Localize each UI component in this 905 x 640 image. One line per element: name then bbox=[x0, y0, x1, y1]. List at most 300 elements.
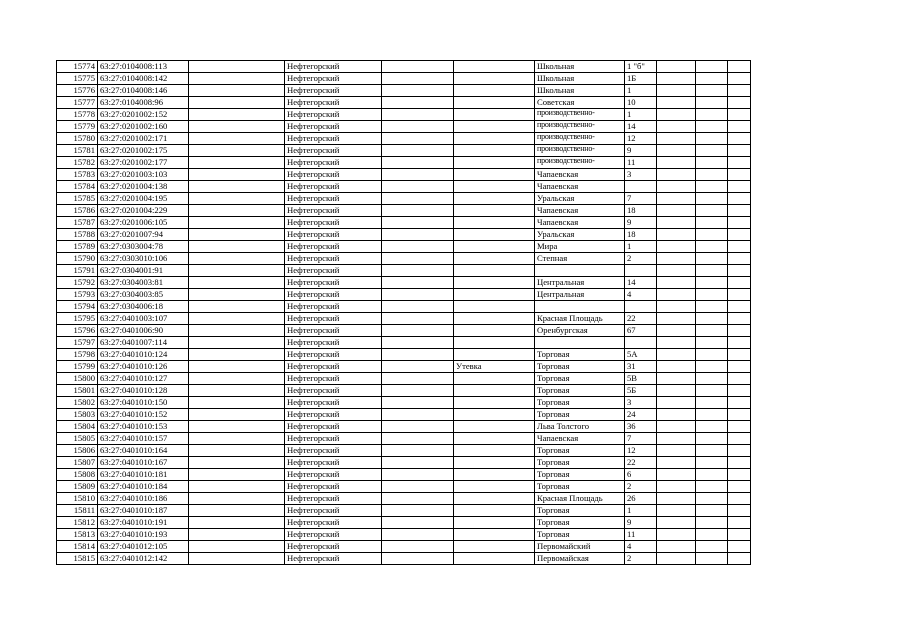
table-row bbox=[57, 541, 751, 553]
settlement-cell bbox=[454, 421, 535, 433]
empty-cell bbox=[657, 289, 696, 301]
empty-cell bbox=[728, 493, 751, 505]
cadastral-number-cell: 63:27:0401010:191 bbox=[98, 517, 189, 529]
row-number-cell: 15811 bbox=[57, 505, 98, 517]
table-row bbox=[57, 361, 751, 373]
empty-cell bbox=[728, 265, 751, 277]
street-cell: Торговая bbox=[535, 373, 625, 385]
house-number-cell: 5В bbox=[625, 373, 657, 385]
house-number-cell: 5А bbox=[625, 349, 657, 361]
empty-cell bbox=[728, 61, 751, 73]
empty-cell bbox=[657, 229, 696, 241]
house-number-cell: 1Б bbox=[625, 73, 657, 85]
house-number-cell: 31 bbox=[625, 361, 657, 373]
table-row bbox=[57, 253, 751, 265]
empty-cell bbox=[728, 241, 751, 253]
empty-cell bbox=[696, 397, 728, 409]
empty-cell bbox=[189, 529, 285, 541]
house-number-cell: 14 bbox=[625, 277, 657, 289]
house-number-cell: 11 bbox=[625, 529, 657, 541]
empty-cell bbox=[728, 373, 751, 385]
cadastral-number-cell: 63:27:0201004:138 bbox=[98, 181, 189, 193]
table-row bbox=[57, 433, 751, 445]
settlement-cell bbox=[454, 457, 535, 469]
row-number-cell: 15802 bbox=[57, 397, 98, 409]
house-number-cell: 9 bbox=[625, 217, 657, 229]
house-number-cell: 10 bbox=[625, 97, 657, 109]
empty-cell bbox=[696, 541, 728, 553]
empty-cell bbox=[382, 157, 454, 169]
house-number-cell: 4 bbox=[625, 541, 657, 553]
row-number-cell: 15809 bbox=[57, 481, 98, 493]
house-number-cell: 7 bbox=[625, 433, 657, 445]
settlement-cell bbox=[454, 289, 535, 301]
row-number-cell: 15786 bbox=[57, 205, 98, 217]
district-cell: Нефтегорский bbox=[285, 229, 382, 241]
street-cell: Красная Площадь bbox=[535, 493, 625, 505]
empty-cell bbox=[657, 169, 696, 181]
table-row bbox=[57, 445, 751, 457]
district-cell: Нефтегорский bbox=[285, 253, 382, 265]
empty-cell bbox=[696, 133, 728, 145]
settlement-cell bbox=[454, 277, 535, 289]
empty-cell bbox=[657, 385, 696, 397]
empty-cell bbox=[728, 193, 751, 205]
settlement-cell bbox=[454, 121, 535, 133]
empty-cell bbox=[728, 421, 751, 433]
cadastral-number-cell: 63:27:0201003:103 bbox=[98, 169, 189, 181]
table-row bbox=[57, 481, 751, 493]
empty-cell bbox=[189, 145, 285, 157]
empty-cell bbox=[189, 181, 285, 193]
district-cell: Нефтегорский bbox=[285, 349, 382, 361]
empty-cell bbox=[728, 253, 751, 265]
row-number-cell: 15814 bbox=[57, 541, 98, 553]
street-cell: Центральная bbox=[535, 289, 625, 301]
empty-cell bbox=[382, 433, 454, 445]
row-number-cell: 15784 bbox=[57, 181, 98, 193]
empty-cell bbox=[696, 85, 728, 97]
row-number-cell: 15794 bbox=[57, 301, 98, 313]
empty-cell bbox=[657, 505, 696, 517]
empty-cell bbox=[657, 553, 696, 565]
settlement-cell bbox=[454, 181, 535, 193]
empty-cell bbox=[189, 289, 285, 301]
row-number-cell: 15785 bbox=[57, 193, 98, 205]
empty-cell bbox=[728, 145, 751, 157]
street-cell: производственно- bbox=[535, 133, 625, 145]
district-cell: Нефтегорский bbox=[285, 145, 382, 157]
empty-cell bbox=[728, 97, 751, 109]
empty-cell bbox=[189, 241, 285, 253]
empty-cell bbox=[657, 457, 696, 469]
house-number-cell: 3 bbox=[625, 397, 657, 409]
empty-cell bbox=[728, 289, 751, 301]
street-cell: Советская bbox=[535, 97, 625, 109]
cadastral-number-cell: 63:27:0401012:105 bbox=[98, 541, 189, 553]
empty-cell bbox=[728, 481, 751, 493]
district-cell: Нефтегорский bbox=[285, 157, 382, 169]
table-row bbox=[57, 349, 751, 361]
empty-cell bbox=[189, 133, 285, 145]
empty-cell bbox=[696, 181, 728, 193]
row-number-cell: 15804 bbox=[57, 421, 98, 433]
empty-cell bbox=[657, 397, 696, 409]
settlement-cell bbox=[454, 145, 535, 157]
empty-cell bbox=[382, 61, 454, 73]
empty-cell bbox=[728, 217, 751, 229]
street-cell: Мира bbox=[535, 241, 625, 253]
empty-cell bbox=[382, 133, 454, 145]
empty-cell bbox=[728, 529, 751, 541]
empty-cell bbox=[728, 181, 751, 193]
empty-cell bbox=[382, 421, 454, 433]
district-cell: Нефтегорский bbox=[285, 385, 382, 397]
cadastral-number-cell: 63:27:0201002:160 bbox=[98, 121, 189, 133]
settlement-cell bbox=[454, 313, 535, 325]
street-cell: производственно- bbox=[535, 109, 625, 121]
settlement-cell bbox=[454, 553, 535, 565]
settlement-cell bbox=[454, 505, 535, 517]
settlement-cell bbox=[454, 385, 535, 397]
empty-cell bbox=[728, 457, 751, 469]
house-number-cell: 14 bbox=[625, 121, 657, 133]
empty-cell bbox=[382, 481, 454, 493]
empty-cell bbox=[728, 361, 751, 373]
cadastral-number-cell: 63:27:0401010:152 bbox=[98, 409, 189, 421]
table-row bbox=[57, 553, 751, 565]
district-cell: Нефтегорский bbox=[285, 217, 382, 229]
empty-cell bbox=[382, 85, 454, 97]
settlement-cell: Утевка bbox=[454, 361, 535, 373]
registry-table-body bbox=[57, 61, 751, 565]
table-row bbox=[57, 145, 751, 157]
row-number-cell: 15779 bbox=[57, 121, 98, 133]
settlement-cell bbox=[454, 193, 535, 205]
district-cell: Нефтегорский bbox=[285, 193, 382, 205]
cadastral-number-cell: 63:27:0401010:164 bbox=[98, 445, 189, 457]
empty-cell bbox=[189, 385, 285, 397]
empty-cell bbox=[189, 265, 285, 277]
table-row bbox=[57, 277, 751, 289]
empty-cell bbox=[657, 205, 696, 217]
empty-cell bbox=[657, 145, 696, 157]
table-row bbox=[57, 337, 751, 349]
cadastral-number-cell: 63:27:0401003:107 bbox=[98, 313, 189, 325]
house-number-cell: 67 bbox=[625, 325, 657, 337]
table-row bbox=[57, 301, 751, 313]
settlement-cell bbox=[454, 349, 535, 361]
empty-cell bbox=[728, 313, 751, 325]
empty-cell bbox=[189, 361, 285, 373]
settlement-cell bbox=[454, 73, 535, 85]
district-cell: Нефтегорский bbox=[285, 73, 382, 85]
district-cell: Нефтегорский bbox=[285, 85, 382, 97]
street-cell: Центральная bbox=[535, 277, 625, 289]
street-cell: Школьная bbox=[535, 73, 625, 85]
empty-cell bbox=[657, 133, 696, 145]
row-number-cell: 15798 bbox=[57, 349, 98, 361]
empty-cell bbox=[382, 265, 454, 277]
house-number-cell: 7 bbox=[625, 193, 657, 205]
empty-cell bbox=[189, 553, 285, 565]
empty-cell bbox=[657, 469, 696, 481]
table-row bbox=[57, 505, 751, 517]
table-row bbox=[57, 217, 751, 229]
row-number-cell: 15795 bbox=[57, 313, 98, 325]
house-number-cell: 2 bbox=[625, 481, 657, 493]
empty-cell bbox=[696, 517, 728, 529]
empty-cell bbox=[189, 409, 285, 421]
row-number-cell: 15805 bbox=[57, 433, 98, 445]
district-cell: Нефтегорский bbox=[285, 97, 382, 109]
street-cell: производственно- bbox=[535, 145, 625, 157]
row-number-cell: 15777 bbox=[57, 97, 98, 109]
empty-cell bbox=[189, 85, 285, 97]
empty-cell bbox=[382, 301, 454, 313]
district-cell: Нефтегорский bbox=[285, 541, 382, 553]
empty-cell bbox=[728, 229, 751, 241]
row-number-cell: 15793 bbox=[57, 289, 98, 301]
cadastral-number-cell: 63:27:0304001:91 bbox=[98, 265, 189, 277]
table-row bbox=[57, 493, 751, 505]
empty-cell bbox=[657, 253, 696, 265]
empty-cell bbox=[382, 385, 454, 397]
empty-cell bbox=[657, 241, 696, 253]
row-number-cell: 15807 bbox=[57, 457, 98, 469]
empty-cell bbox=[189, 109, 285, 121]
cadastral-number-cell: 63:27:0401010:157 bbox=[98, 433, 189, 445]
empty-cell bbox=[696, 469, 728, 481]
settlement-cell bbox=[454, 61, 535, 73]
settlement-cell bbox=[454, 301, 535, 313]
table-row bbox=[57, 97, 751, 109]
empty-cell bbox=[728, 133, 751, 145]
house-number-cell: 9 bbox=[625, 517, 657, 529]
empty-cell bbox=[189, 457, 285, 469]
empty-cell bbox=[189, 229, 285, 241]
row-number-cell: 15775 bbox=[57, 73, 98, 85]
empty-cell bbox=[657, 517, 696, 529]
cadastral-number-cell: 63:27:0304003:81 bbox=[98, 277, 189, 289]
empty-cell bbox=[728, 541, 751, 553]
row-number-cell: 15806 bbox=[57, 445, 98, 457]
street-cell: Чапаевская bbox=[535, 217, 625, 229]
table-row bbox=[57, 121, 751, 133]
district-cell: Нефтегорский bbox=[285, 553, 382, 565]
cadastral-number-cell: 63:27:0104008:96 bbox=[98, 97, 189, 109]
table-row bbox=[57, 61, 751, 73]
empty-cell bbox=[728, 109, 751, 121]
district-cell: Нефтегорский bbox=[285, 61, 382, 73]
cadastral-number-cell: 63:27:0303010:106 bbox=[98, 253, 189, 265]
empty-cell bbox=[696, 553, 728, 565]
empty-cell bbox=[696, 265, 728, 277]
empty-cell bbox=[382, 181, 454, 193]
table-row bbox=[57, 265, 751, 277]
empty-cell bbox=[728, 397, 751, 409]
empty-cell bbox=[728, 205, 751, 217]
house-number-cell: 1 bbox=[625, 505, 657, 517]
cadastral-number-cell: 63:27:0201002:177 bbox=[98, 157, 189, 169]
settlement-cell bbox=[454, 409, 535, 421]
cadastral-number-cell: 63:27:0104008:113 bbox=[98, 61, 189, 73]
house-number-cell: 18 bbox=[625, 205, 657, 217]
street-cell: Торговая bbox=[535, 457, 625, 469]
empty-cell bbox=[696, 385, 728, 397]
settlement-cell bbox=[454, 241, 535, 253]
empty-cell bbox=[696, 289, 728, 301]
empty-cell bbox=[189, 97, 285, 109]
table-row bbox=[57, 205, 751, 217]
row-number-cell: 15774 bbox=[57, 61, 98, 73]
empty-cell bbox=[189, 205, 285, 217]
settlement-cell bbox=[454, 97, 535, 109]
empty-cell bbox=[696, 169, 728, 181]
house-number-cell: 9 bbox=[625, 145, 657, 157]
settlement-cell bbox=[454, 529, 535, 541]
cadastral-number-cell: 63:27:0401010:184 bbox=[98, 481, 189, 493]
table-row bbox=[57, 325, 751, 337]
cadastral-number-cell: 63:27:0201004:195 bbox=[98, 193, 189, 205]
house-number-cell: 11 bbox=[625, 157, 657, 169]
empty-cell bbox=[189, 193, 285, 205]
table-row bbox=[57, 409, 751, 421]
table-row bbox=[57, 517, 751, 529]
house-number-cell: 26 bbox=[625, 493, 657, 505]
table-row bbox=[57, 109, 751, 121]
house-number-cell: 22 bbox=[625, 457, 657, 469]
empty-cell bbox=[189, 253, 285, 265]
street-cell: Торговая bbox=[535, 469, 625, 481]
cadastral-number-cell: 63:27:0104008:142 bbox=[98, 73, 189, 85]
empty-cell bbox=[728, 385, 751, 397]
cadastral-number-cell: 63:27:0304003:85 bbox=[98, 289, 189, 301]
empty-cell bbox=[382, 73, 454, 85]
settlement-cell bbox=[454, 325, 535, 337]
empty-cell bbox=[382, 349, 454, 361]
district-cell: Нефтегорский bbox=[285, 373, 382, 385]
street-cell: Торговая bbox=[535, 517, 625, 529]
empty-cell bbox=[382, 469, 454, 481]
empty-cell bbox=[696, 433, 728, 445]
empty-cell bbox=[382, 97, 454, 109]
house-number-cell: 18 bbox=[625, 229, 657, 241]
empty-cell bbox=[657, 301, 696, 313]
settlement-cell bbox=[454, 481, 535, 493]
empty-cell bbox=[657, 373, 696, 385]
district-cell: Нефтегорский bbox=[285, 337, 382, 349]
empty-cell bbox=[189, 301, 285, 313]
empty-cell bbox=[382, 445, 454, 457]
row-number-cell: 15780 bbox=[57, 133, 98, 145]
table-row bbox=[57, 469, 751, 481]
table-row bbox=[57, 73, 751, 85]
cadastral-number-cell: 63:27:0401010:181 bbox=[98, 469, 189, 481]
cadastral-number-cell: 63:27:0201002:171 bbox=[98, 133, 189, 145]
row-number-cell: 15782 bbox=[57, 157, 98, 169]
empty-cell bbox=[382, 517, 454, 529]
row-number-cell: 15803 bbox=[57, 409, 98, 421]
empty-cell bbox=[728, 553, 751, 565]
district-cell: Нефтегорский bbox=[285, 421, 382, 433]
row-number-cell: 15812 bbox=[57, 517, 98, 529]
cadastral-number-cell: 63:27:0201002:175 bbox=[98, 145, 189, 157]
empty-cell bbox=[657, 481, 696, 493]
empty-cell bbox=[696, 109, 728, 121]
empty-cell bbox=[382, 529, 454, 541]
empty-cell bbox=[382, 361, 454, 373]
empty-cell bbox=[657, 217, 696, 229]
empty-cell bbox=[728, 337, 751, 349]
empty-cell bbox=[657, 541, 696, 553]
settlement-cell bbox=[454, 517, 535, 529]
empty-cell bbox=[382, 145, 454, 157]
empty-cell bbox=[728, 85, 751, 97]
cadastral-number-cell: 63:27:0401010:128 bbox=[98, 385, 189, 397]
empty-cell bbox=[657, 157, 696, 169]
district-cell: Нефтегорский bbox=[285, 301, 382, 313]
settlement-cell bbox=[454, 445, 535, 457]
settlement-cell bbox=[454, 337, 535, 349]
district-cell: Нефтегорский bbox=[285, 277, 382, 289]
cadastral-number-cell: 63:27:0401010:124 bbox=[98, 349, 189, 361]
empty-cell bbox=[728, 157, 751, 169]
empty-cell bbox=[189, 373, 285, 385]
empty-cell bbox=[189, 169, 285, 181]
empty-cell bbox=[657, 121, 696, 133]
cadastral-number-cell: 63:27:0401007:114 bbox=[98, 337, 189, 349]
empty-cell bbox=[728, 121, 751, 133]
settlement-cell bbox=[454, 373, 535, 385]
street-cell: Чапаевская bbox=[535, 433, 625, 445]
empty-cell bbox=[696, 493, 728, 505]
district-cell: Нефтегорский bbox=[285, 361, 382, 373]
empty-cell bbox=[696, 301, 728, 313]
row-number-cell: 15810 bbox=[57, 493, 98, 505]
house-number-cell bbox=[625, 265, 657, 277]
house-number-cell: 22 bbox=[625, 313, 657, 325]
district-cell: Нефтегорский bbox=[285, 469, 382, 481]
row-number-cell: 15800 bbox=[57, 373, 98, 385]
district-cell: Нефтегорский bbox=[285, 409, 382, 421]
settlement-cell bbox=[454, 157, 535, 169]
cadastral-number-cell: 63:27:0401010:153 bbox=[98, 421, 189, 433]
house-number-cell: 36 bbox=[625, 421, 657, 433]
table-row bbox=[57, 289, 751, 301]
district-cell: Нефтегорский bbox=[285, 121, 382, 133]
street-cell bbox=[535, 337, 625, 349]
district-cell: Нефтегорский bbox=[285, 529, 382, 541]
street-cell: Торговая bbox=[535, 385, 625, 397]
empty-cell bbox=[728, 409, 751, 421]
table-row bbox=[57, 373, 751, 385]
district-cell: Нефтегорский bbox=[285, 109, 382, 121]
empty-cell bbox=[189, 445, 285, 457]
empty-cell bbox=[696, 193, 728, 205]
house-number-cell: 2 bbox=[625, 553, 657, 565]
district-cell: Нефтегорский bbox=[285, 241, 382, 253]
district-cell: Нефтегорский bbox=[285, 313, 382, 325]
row-number-cell: 15788 bbox=[57, 229, 98, 241]
street-cell: Красная Площадь bbox=[535, 313, 625, 325]
table-row bbox=[57, 229, 751, 241]
empty-cell bbox=[696, 61, 728, 73]
empty-cell bbox=[696, 277, 728, 289]
empty-cell bbox=[728, 349, 751, 361]
empty-cell bbox=[189, 217, 285, 229]
cadastral-number-cell: 63:27:0201007:94 bbox=[98, 229, 189, 241]
